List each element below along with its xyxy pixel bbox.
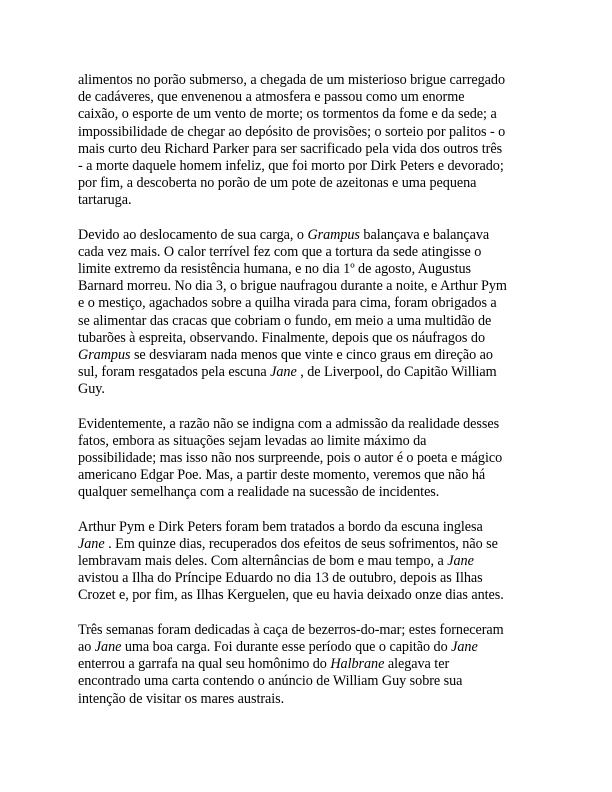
body-text: [78, 72, 548, 725]
text-run: , de Liverpool, do Capitão William Guy.: [78, 364, 497, 398]
text-run: Arthur Pym e Dirk Peters foram bem tratados a bordo da escuna inglesa: [78, 518, 483, 535]
text-run: Devido ao deslocamento de sua carga, o: [78, 226, 308, 243]
italic-title-text: Jane: [94, 638, 122, 655]
text-run: uma boa carga. Foi durante esse período que o capitão do: [121, 638, 452, 655]
text-run: enterrou a garrafa na qual seu homônimo do: [78, 656, 327, 673]
italic-title-text: Halbrane: [330, 656, 385, 673]
paragraph-3: [78, 416, 548, 502]
paragraph-4: [78, 519, 548, 605]
italic-title-text: Grampus: [78, 347, 131, 364]
italic-title-text: Jane: [78, 535, 105, 552]
italic-title-text: Jane: [270, 364, 297, 381]
text-run: alimentos no porão submerso, a chegada de um misterioso brigue carregado de cadáveres, que envenenou a atmosfera e passou como um enorme caixão, o esporte de um vento de morte; os tormentos da fome e da sede; a impossibilidade de chegar ao depósito de provisões; o sorteio por palitos - o mais curto deu Richard Parker para ser sacrificado pela vida dos outros três - a morte daquele homem infeliz, que foi morto por Dirk Peters e devorado; por fim, a descoberta no porão de um pote de azeitonas e uma pequena tartaruga.: [78, 72, 506, 209]
paragraph-2: [78, 227, 548, 399]
text-run: . Em quinze dias, recuperados dos efeitos de seus sofrimentos, não se lembravam mais deles. Com alternâncias de bom e mau tempo, a: [78, 535, 498, 570]
text-run: alegava ter encontrado uma carta contendo o anúncio de William Guy sobre sua intenção de visitar os mares austrais.: [78, 656, 463, 707]
text-run: Três semanas foram dedicadas à caça de bezerros-do-mar; estes forneceram ao: [78, 621, 504, 655]
text-run: balançava e balançava cada vez mais. O calor terrível fez com que a tortura da sede atingisse o limite extremo da resistência humana, e no dia 1º de agosto, Augustus Barnard morreu. No dia 3, o brigue naufragou durante a noite, e Arthur Pym e o mestiço, agachados sobre a quilha virada para cima, foram obrigados a se alimentar das cracas que cobriam o fundo, em meio a uma multidão de tubarões à espreita, observando. Finalmente, depois que os náufragos do: [78, 226, 507, 346]
italic-title-text: Jane: [451, 638, 478, 655]
paragraph-1: [78, 72, 548, 210]
paragraph-5: [78, 622, 548, 708]
text-run: Evidentemente, a razão não se indigna com a admissão da realidade desses fatos, embora as situações sejam levadas ao limite máximo da possibilidade; mas isso não nos surpreende, pois o autor é o poeta e mágico americano Edgar Poe. Mas, a partir deste momento, veremos que não há qualquer semelhança com a realidade na sucessão de incidentes.: [78, 415, 503, 501]
italic-title-text: Grampus: [307, 226, 360, 243]
text-run: avistou a Ilha do Príncipe Eduardo no dia 13 de outubro, depois as Ilhas Crozet e, por fim, as Ilhas Kerguelen, que eu havia deixado onze dias antes.: [78, 570, 504, 604]
text-run: se desviaram nada menos que vinte e cinco graus em direção ao sul, foram resgatados pela escuna: [78, 347, 493, 381]
italic-title-text: Jane: [447, 553, 474, 570]
